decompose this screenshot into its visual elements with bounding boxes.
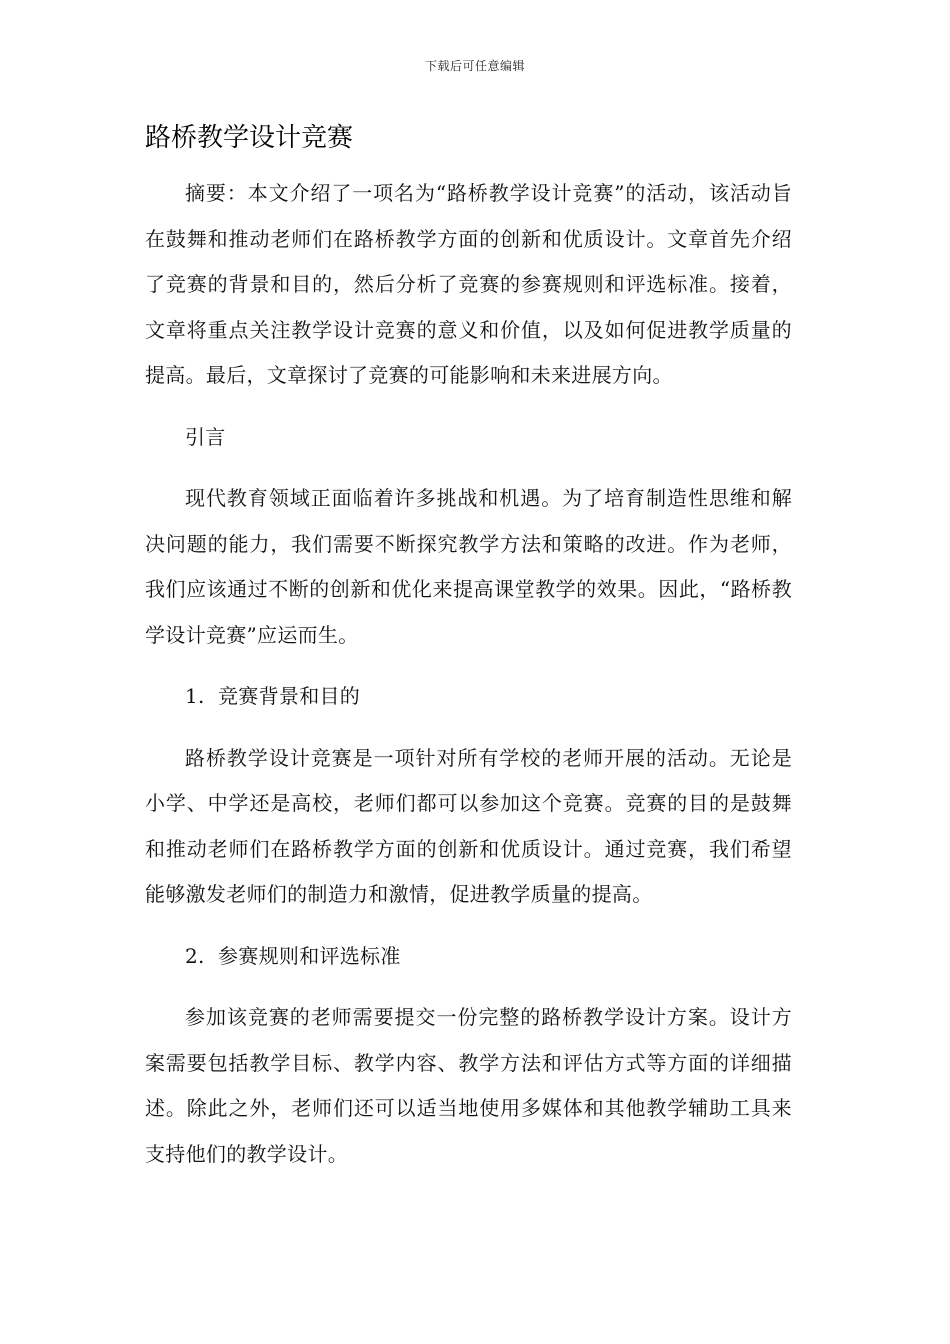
intro-heading: 引言	[185, 424, 226, 449]
intro-paragraph: 现代教育领域正面临着许多挑战和机遇。为了培育制造性思维和解决问题的能力，我们需要不断探究教学方法和策略的改进。作为老师，我们应该通过不断的创新和优化来提高课堂教学的效果。因此，“路桥教学设计竞赛”应运而生。	[145, 486, 792, 647]
section-1-heading: 1. 竞赛背景和目的	[185, 684, 361, 708]
section-1-paragraph: 路桥教学设计竞赛是一项针对所有学校的老师开展的活动。无论是小学、中学还是高校，老师们都可以参加这个竞赛。竞赛的目的是鼓舞和推动老师们在路桥教学方面的创新和优质设计。通过竞赛，我们希望能够激发老师们的制造力和激情，促进教学质量的提高。	[145, 745, 792, 906]
section-2-paragraph: 参加该竞赛的老师需要提交一份完整的路桥教学设计方案。设计方案需要包括教学目标、教学内容、教学方法和评估方式等方面的详细描述。除此之外，老师们还可以适当地使用多媒体和其他教学辅助工具来支持他们的教学设计。	[145, 1005, 792, 1166]
document-title: 路桥教学设计竞赛	[145, 123, 354, 153]
document-body	[145, 116, 792, 1193]
abstract-paragraph: 摘要：本文介绍了一项名为“路桥教学设计竞赛”的活动，该活动旨在鼓舞和推动老师们在路桥教学方面的创新和优质设计。文章首先介绍了竞赛的背景和目的，然后分析了竞赛的参赛规则和评选标准。接着，文章将重点关注教学设计竞赛的意义和价值，以及如何促进教学质量的提高。最后，文章探讨了竞赛的可能影响和未来进展方向。	[145, 181, 792, 387]
header-note: 下载后可任意编辑	[424, 59, 525, 73]
section-2-heading: 2. 参赛规则和评选标准	[185, 943, 401, 968]
